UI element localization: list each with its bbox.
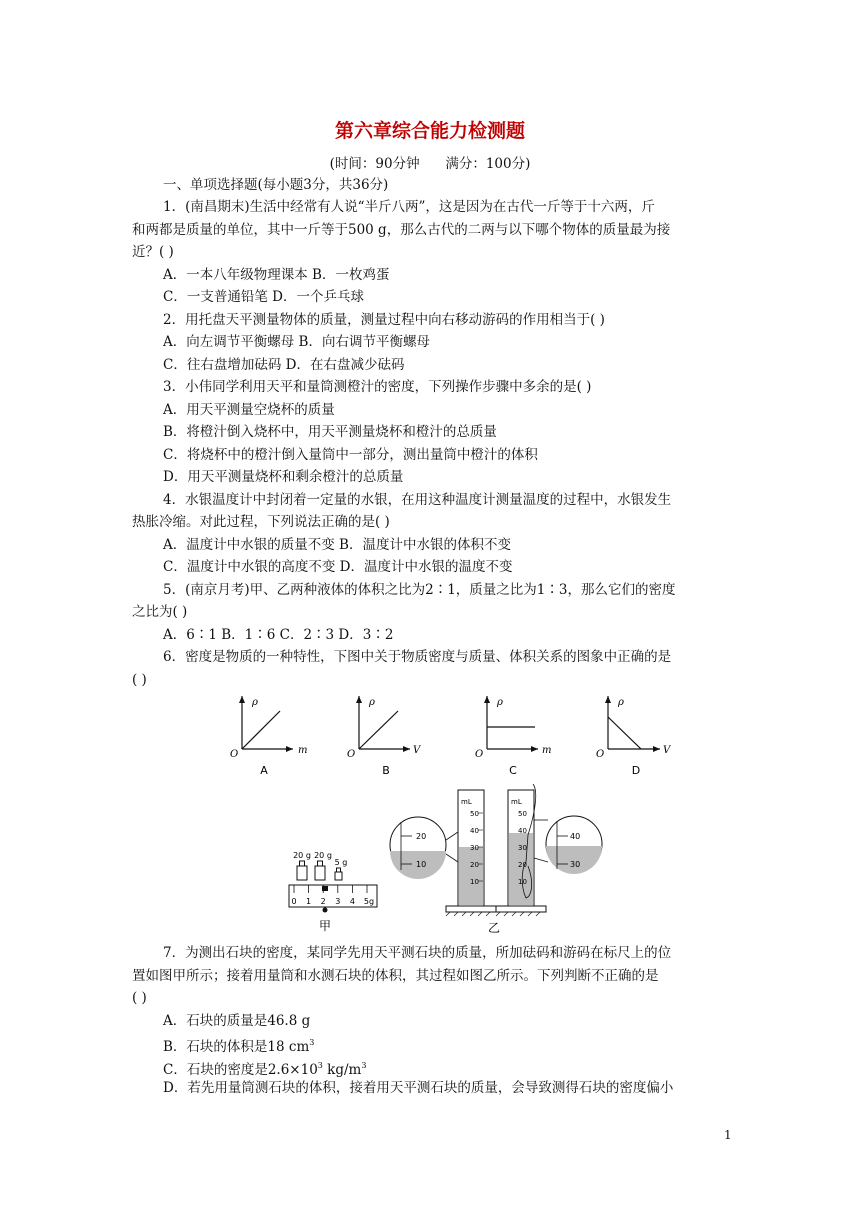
figure-jia (289, 851, 377, 933)
weight-5g (335, 858, 348, 880)
graph-d (596, 696, 672, 777)
q7-option-c-unit: kg/m (322, 1062, 362, 1078)
weight-20g-1 (293, 851, 311, 880)
graph-a-caption: A (260, 764, 268, 777)
q3-option-d: D．用天平测量烧杯和剩余橙汁的总质量 (163, 469, 404, 485)
q4-options-ab: A．温度计中水银的质量不变 B．温度计中水银的体积不变 (163, 537, 511, 553)
cyl-right-10: 10 (518, 878, 527, 886)
q4-line1: 4．水银温度计中封闭着一定量的水银，在用这种温度计测量温度的过程中，水银发生 (163, 492, 672, 508)
q2-options-cd: C．往右盘增加砝码 D．在右盘减少砝码 (163, 357, 405, 373)
q7-option-c (163, 1057, 366, 1079)
ruler-tick-1: 1 (306, 897, 312, 906)
q7-line2: 置如图甲所示；接着用量筒和水测石块的体积，其过程如图乙所示。下列判断不正确的是 (132, 968, 659, 984)
q1-options-cd: C．一支普通铅笔 D．一个乒乓球 (163, 289, 364, 305)
graph-c-origin: O (475, 749, 484, 760)
figure-yi-label: 乙 (487, 921, 501, 935)
cyl-left-40: 40 (470, 827, 479, 835)
zoom-right-tick-40: 40 (570, 832, 581, 841)
q2-options-ab: A．向左调节平衡螺母 B．向右调节平衡螺母 (163, 334, 430, 350)
graph-b-origin: O (347, 749, 356, 760)
graph-b-x-label: V (413, 745, 421, 756)
q7-line1: 7．为测出石块的密度，某同学先用天平测石块的质量，所加砝码和游码在标尺上的位 (163, 945, 672, 961)
graph-a-y-label: ρ (252, 697, 258, 708)
q7-option-a: A．石块的质量是46.8 g (163, 1013, 311, 1029)
q7-line3: ( ) (132, 990, 147, 1006)
weight-20g-2-label: 20 g (314, 851, 332, 860)
graph-c (475, 696, 551, 777)
graph-d-y-label: ρ (618, 697, 624, 708)
q7-option-b-text: B．石块的体积是18 cm (163, 1039, 310, 1055)
zoom-left-tick-20: 20 (416, 832, 427, 841)
q7-option-b-sup: 3 (309, 1038, 315, 1047)
cyl-left-10: 10 (470, 878, 479, 886)
cyl-right-20: 20 (518, 861, 527, 869)
ruler-tick-5: 5g (363, 897, 375, 906)
page-number: 1 (724, 1128, 732, 1142)
zoom-right-tick-30: 30 (570, 860, 581, 869)
graph-a (230, 696, 307, 777)
figure-jia-label: 甲 (318, 919, 332, 933)
graph-a-x-label: m (298, 745, 308, 756)
ruler-tick-4: 4 (349, 897, 355, 906)
graph-b-y-label: ρ (369, 697, 375, 708)
weight-20g-1-label: 20 g (293, 851, 311, 860)
graph-c-caption: C (509, 764, 517, 777)
page-subtitle: (时间：90分钟 满分：100分) (329, 156, 531, 172)
cyl-right-unit: mL (511, 798, 522, 806)
q1-line2: 和两都是质量的单位，其中一斤等于500 g，那么古代的二两与以下哪个物体的质量最为接 (132, 222, 671, 238)
q1-options-ab: A．一本八年级物理课本 B．一枚鸡蛋 (163, 267, 390, 283)
graph-d-origin: O (596, 749, 605, 760)
graph-b (347, 696, 422, 777)
ruler (289, 885, 377, 913)
graph-d-x-label: V (663, 745, 671, 756)
cyl-right-50: 50 (518, 810, 527, 818)
graph-c-y-label: ρ (497, 697, 503, 708)
ruler-tick-0: 0 (291, 897, 297, 906)
q7-option-c-sup2: 3 (361, 1061, 367, 1070)
cyl-right-30: 30 (518, 844, 527, 852)
cyl-left-30: 30 (470, 844, 479, 852)
ruler-tick-3: 3 (335, 897, 341, 906)
q3-option-c: C．将烧杯中的橙汁倒入量筒中一部分，测出量筒中橙汁的体积 (163, 447, 538, 463)
cyl-left-unit: mL (461, 798, 472, 806)
cyl-left-20: 20 (470, 861, 479, 869)
ruler-tick-2: 2 (320, 897, 326, 906)
q5-options: A．6∶1 B．1∶6 C．2∶3 D．3∶2 (163, 627, 394, 643)
graph-a-origin: O (230, 749, 239, 760)
q6-line2: ( ) (132, 672, 147, 688)
q7-option-b (163, 1034, 314, 1056)
graph-d-caption: D (631, 764, 641, 777)
zoom-right (546, 816, 602, 874)
cyl-right-40: 40 (518, 827, 527, 835)
q4-options-cd: C．温度计中水银的高度不变 D．温度计中水银的温度不变 (163, 559, 513, 575)
page-title: 第六章综合能力检测题 (334, 120, 525, 142)
q3-option-b: B．将橙汁倒入烧杯中，用天平测量烧杯和橙汁的总质量 (163, 424, 497, 440)
weight-20g-2 (314, 851, 332, 880)
section-heading: 一、单项选择题(每小题3分，共36分) (163, 177, 389, 193)
cyl-left-50: 50 (470, 810, 479, 818)
zoom-left-tick-10: 10 (416, 860, 427, 869)
q1-line3: 近？( ) (132, 244, 174, 260)
q5-line1: 5．(南京月考)甲、乙两种液体的体积之比为2∶1，质量之比为1∶3，那么它们的密度 (163, 582, 676, 598)
q3-line1: 3．小伟同学利用天平和量筒测橙汁的密度，下列操作步骤中多余的是( ) (163, 379, 592, 395)
cylinder-right (496, 784, 548, 916)
graph-c-x-label: m (542, 745, 552, 756)
weight-5g-label: 5 g (334, 858, 348, 867)
zoom-left (390, 817, 458, 879)
q3-option-a: A．用天平测量空烧杯的质量 (163, 402, 335, 418)
q1-line1: 1．(南昌期末)生活中经常有人说“半斤八两”，这是因为在古代一斤等于十六两，斤 (163, 199, 655, 215)
figure-yi (390, 784, 602, 935)
q7-option-c-sup1: 3 (317, 1061, 323, 1070)
cylinder-left (446, 790, 496, 916)
q7-option-c-text: C．石块的密度是2.6×10 (163, 1062, 318, 1078)
q6-line1: 6．密度是物质的一种特性，下图中关于物质密度与质量、体积关系的图象中正确的是 (163, 649, 672, 665)
q2-line1: 2．用托盘天平测量物体的质量，测量过程中向右移动游码的作用相当于( ) (163, 312, 605, 328)
q5-line2: 之比为( ) (132, 604, 188, 620)
q4-line2: 热胀冷缩。对此过程，下列说法正确的是( ) (132, 514, 390, 530)
q7-option-d: D．若先用量筒测石块的体积，接着用天平测石块的质量，会导致测得石块的密度偏小 (163, 1080, 674, 1096)
graph-b-caption: B (382, 764, 390, 777)
